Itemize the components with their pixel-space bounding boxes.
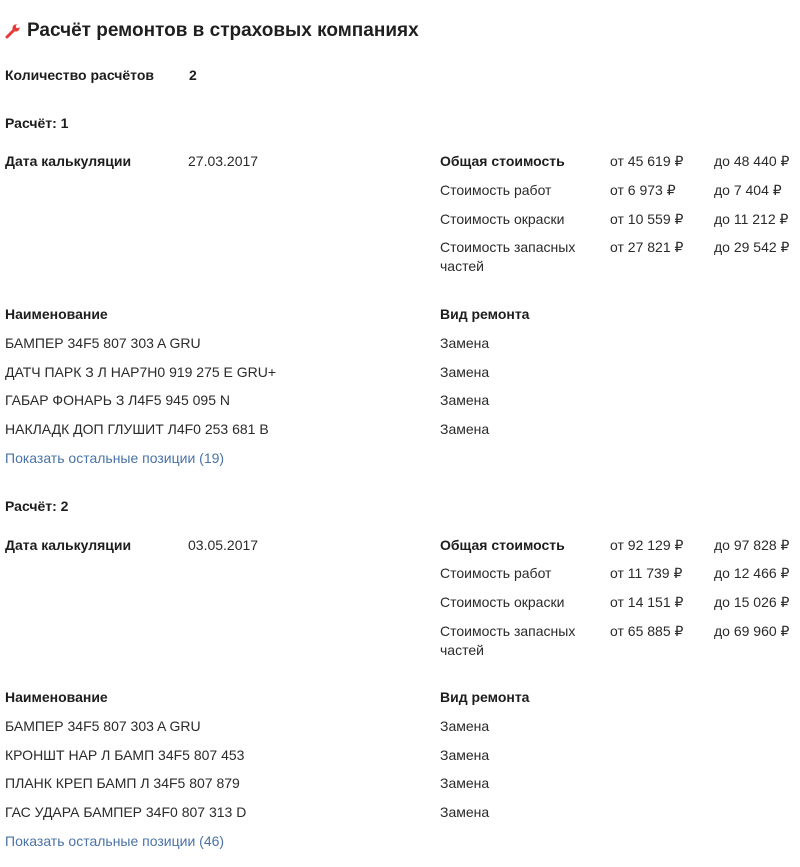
repair-type: Замена xyxy=(440,335,490,351)
date-label: Дата калькуляции xyxy=(5,153,132,169)
column-header-name: Наименование xyxy=(5,306,108,322)
paint-cost-to: до 11 212 ₽ xyxy=(714,211,789,227)
part-name: ГАБАР ФОНАРЬ З Л4F5 945 095 N xyxy=(5,392,230,408)
labor-cost-from: от 11 739 ₽ xyxy=(610,565,683,581)
parts-cost-to: до 29 542 ₽ xyxy=(714,239,790,255)
show-more-link[interactable]: Показать остальные позиции (46) xyxy=(5,833,225,849)
total-cost-from: от 45 619 ₽ xyxy=(610,153,684,169)
labor-cost-to: до 7 404 ₽ xyxy=(714,182,782,198)
parts-cost-label: Стоимость запасных частей xyxy=(440,239,576,274)
total-cost-to: до 97 828 ₽ xyxy=(714,537,790,553)
part-name: ГАС УДАРА БАМПЕР 34F0 807 313 D xyxy=(5,804,247,820)
paint-cost-label: Стоимость окраски xyxy=(440,594,565,610)
labor-cost-label: Стоимость работ xyxy=(440,182,552,198)
page-title xyxy=(5,20,419,42)
parts-cost-from: от 27 821 ₽ xyxy=(610,239,684,255)
paint-cost-to: до 15 026 ₽ xyxy=(714,594,790,610)
part-name: КРОНШТ НАР Л БАМП 34F5 807 453 xyxy=(5,747,245,763)
repair-type: Замена xyxy=(440,804,490,820)
calc-count-value: 2 xyxy=(189,67,197,83)
labor-cost-to: до 12 466 ₽ xyxy=(714,565,790,581)
labor-cost-label: Стоимость работ xyxy=(440,565,552,581)
total-cost-label: Общая стоимость xyxy=(440,153,565,169)
page-title-text: Расчёт ремонтов в страховых компаниях xyxy=(27,20,419,41)
part-name: БАМПЕР 34F5 807 303 A GRU xyxy=(5,718,201,734)
total-cost-label: Общая стоимость xyxy=(440,537,565,553)
parts-cost-to: до 69 960 ₽ xyxy=(714,623,790,639)
repair-type: Замена xyxy=(440,775,490,791)
repair-type: Замена xyxy=(440,718,490,734)
part-name: ДАТЧ ПАРК З Л НАР7Н0 919 275 E GRU+ xyxy=(5,364,277,380)
calc-count-label: Количество расчётов xyxy=(5,67,154,83)
part-name: НАКЛАДК ДОП ГЛУШИТ Л4F0 253 681 B xyxy=(5,421,269,437)
total-cost-to: до 48 440 ₽ xyxy=(714,153,790,169)
calc-title: Расчёт: 2 xyxy=(5,498,69,514)
date-value: 03.05.2017 xyxy=(188,537,259,553)
total-cost-from: от 92 129 ₽ xyxy=(610,537,684,553)
part-name: ПЛАНК КРЕП БАМП Л 34F5 807 879 xyxy=(5,775,240,791)
repair-type: Замена xyxy=(440,364,490,380)
column-header-repair: Вид ремонта xyxy=(440,306,530,322)
part-name: БАМПЕР 34F5 807 303 A GRU xyxy=(5,335,201,351)
column-header-repair: Вид ремонта xyxy=(440,689,530,705)
parts-cost-label: Стоимость запасных частей xyxy=(440,623,576,658)
wrench-icon xyxy=(5,23,21,39)
paint-cost-label: Стоимость окраски xyxy=(440,211,565,227)
paint-cost-from: от 10 559 ₽ xyxy=(610,211,684,227)
paint-cost-from: от 14 151 ₽ xyxy=(610,594,684,610)
repair-type: Замена xyxy=(440,392,490,408)
labor-cost-from: от 6 973 ₽ xyxy=(610,182,676,198)
show-more-link[interactable]: Показать остальные позиции (19) xyxy=(5,450,225,466)
repair-type: Замена xyxy=(440,421,490,437)
parts-cost-from: от 65 885 ₽ xyxy=(610,623,684,639)
calc-title: Расчёт: 1 xyxy=(5,115,69,131)
date-value: 27.03.2017 xyxy=(188,153,259,169)
column-header-name: Наименование xyxy=(5,689,108,705)
repair-type: Замена xyxy=(440,747,490,763)
date-label: Дата калькуляции xyxy=(5,537,132,553)
